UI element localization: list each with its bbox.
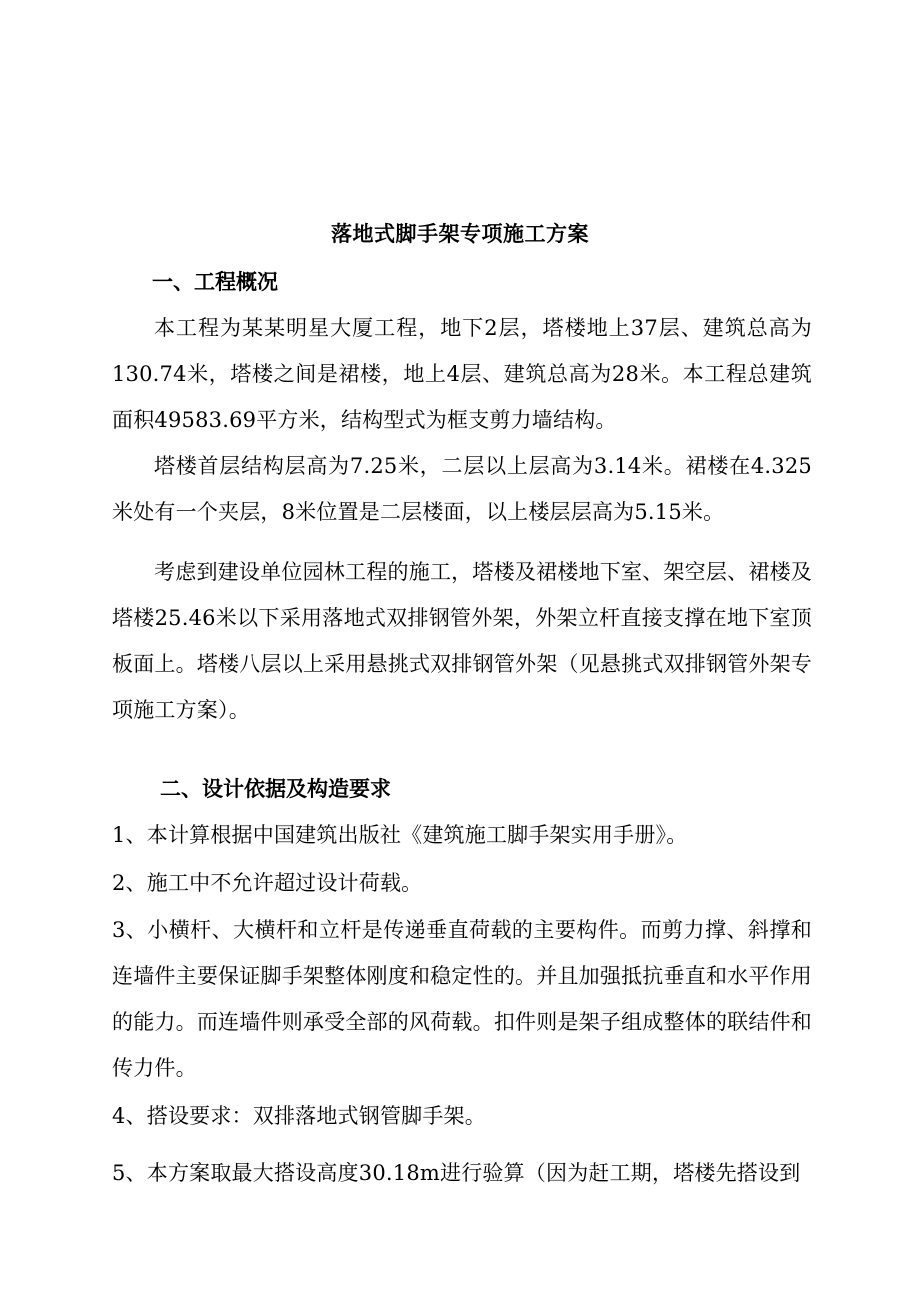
document-title: 落地式脚手架专项施工方案: [331, 221, 589, 246]
list-item-4: 4、搭设要求：双排落地式钢管脚手架。: [112, 1104, 486, 1128]
paragraph-overview-1: 本工程为某某明星大厦工程，地下2层，塔楼地上37层、建筑总高为130.74米，塔楼之间是裙楼，地上4层、建筑总高为28米。本工程总建筑面积49583.69平方米，结构型式为框支剪力墙结构。: [112, 316, 812, 432]
paragraph-overview-2: 塔楼首层结构层高为7.25米，二层以上层高为3.14米。裙楼在4.325米处有一个夹层，8米位置是二层楼面，以上楼层层高为5.15米。: [112, 454, 812, 524]
paragraph-overview-3: 考虑到建设单位园林工程的施工，塔楼及裙楼地下室、架空层、裙楼及塔楼25.46米以下采用落地式双排钢管外架，外架立杆直接支撑在地下室顶板面上。塔楼八层以上采用悬挑式双排钢管外架（见悬挑式双排钢管外架专项施工方案）。: [112, 560, 812, 722]
list-item-5: 5、本方案取最大搭设高度30.18m进行验算（因为赶工期，塔楼先搭设到: [112, 1161, 801, 1185]
list-item-1: 1、本计算根据中国建筑出版社《建筑施工脚手架实用手册》。: [112, 823, 688, 847]
list-item-3: 3、小横杆、大横杆和立杆是传递垂直荷载的主要构件。而剪力撑、斜撑和连墙件主要保证脚手架整体刚度和稳定性的。并且加强抵抗垂直和水平作用的能力。而连墙件则承受全部的风荷载。扣件则是架子组成整体的联结件和传力件。: [112, 918, 812, 1080]
list-item-2: 2、施工中不允许超过设计荷载。: [112, 871, 423, 895]
section-heading-design-basis: 二、设计依据及构造要求: [160, 776, 391, 801]
section-heading-overview: 一、工程概况: [152, 269, 278, 294]
